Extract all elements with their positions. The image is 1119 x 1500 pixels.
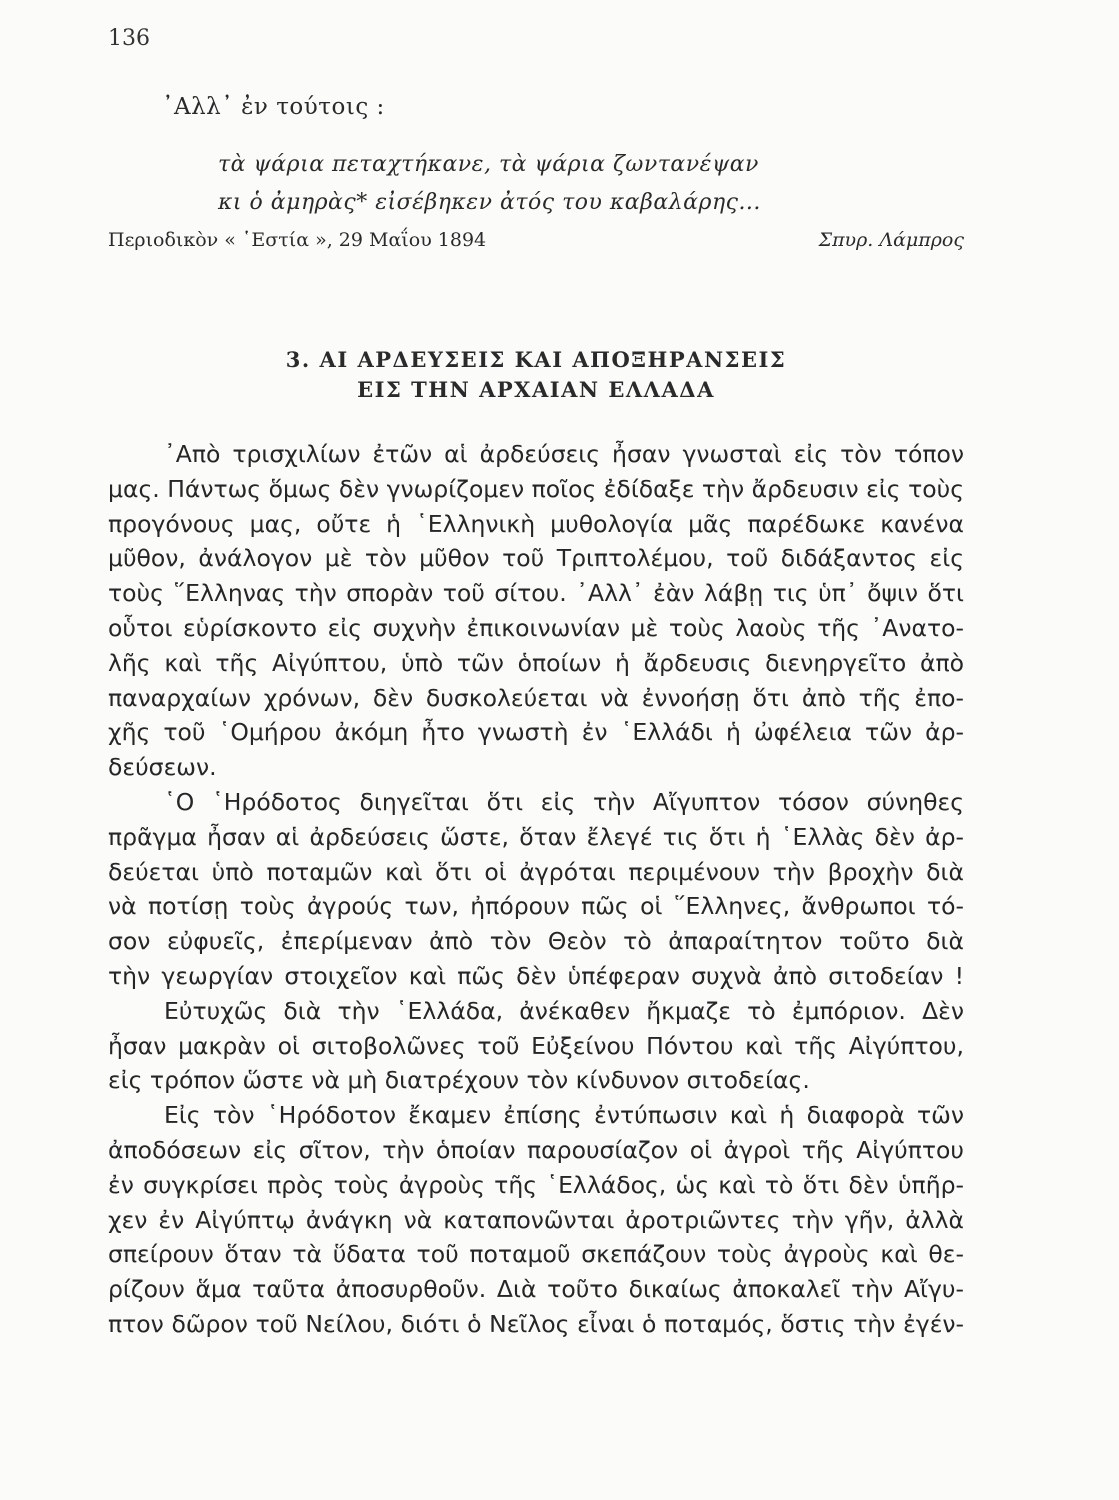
- text-line: πρᾶγμα ἦσαν αἱ ἀρδεύσεις ὥστε, ὅταν ἔλεγέ τις ὅτι ἡ ῾Ελλὰς δὲν ἀρ-: [108, 822, 964, 851]
- text-line: τὴν γεωργίαν στοιχεῖον καὶ πῶς δὲν ὑπέφεραν συχνὰ ἀπὸ σιτοδείαν !: [108, 961, 964, 990]
- text-line: ῾Ο ῾Ηρόδοτος διηγεῖται ὅτι εἰς τὴν Αἴγυπτον τόσον σύνηθες: [164, 787, 964, 816]
- text-line: σον εὐφυεῖς, ἐπερίμεναν ἀπὸ τὸν Θεὸν τὸ ἀπαραίτητον τοῦτο διὰ: [108, 927, 964, 956]
- text-line: ρίζουν ἅμα ταῦτα ἀποσυρθοῦν. Διὰ τοῦτο δικαίως ἀποκαλεῖ τὴν Αἴγυ-: [108, 1275, 964, 1304]
- text-line: ἀποδόσεων εἰς σῖτον, τὴν ὁποίαν παρουσίαζον οἱ ἀγροὶ τῆς Αἰγύπτου: [108, 1135, 964, 1164]
- poem-quote: [218, 146, 761, 222]
- source-citation: Περιοδικὸν « ῾Εστία », 29 Μαΐου 1894: [108, 229, 487, 251]
- text-line: ᾿Απὸ τρισχιλίων ἐτῶν αἱ ἀρδεύσεις ἦσαν γνωσταὶ εἰς τὸν τόπον: [164, 440, 964, 468]
- section-heading-line: 3. ΑΙ ΑΡΔΕΥΣΕΙΣ ΚΑΙ ΑΠΟΞΗΡΑΝΣΕΙΣ: [285, 347, 787, 372]
- source-author: Σπυρ. Λάμπρος: [818, 229, 964, 251]
- poem-line: τὰ ψάρια πεταχτήκανε, τὰ ψάρια ζωντανέψαν: [218, 152, 759, 177]
- section-heading: [108, 345, 964, 405]
- text-line: μας. Πάντως ὅμως δὲν γνωρίζομεν ποῖος ἐδίδαξε τὴν ἄρδευσιν εἰς τοὺς: [108, 474, 964, 503]
- text-line: προγόνους μας, οὔτε ἡ ῾Ελληνικὴ μυθολογία μᾶς παρέδωκε κανένα: [108, 509, 964, 538]
- text-line: παναρχαίων χρόνων, δὲν δυσκολεύεται νὰ ἐννοήσῃ ὅτι ἀπὸ τῆς ἐπο-: [108, 683, 964, 712]
- text-line: λῆς καὶ τῆς Αἰγύπτου, ὑπὸ τῶν ὁποίων ἡ ἄρδευσις διενηργεῖτο ἀπὸ: [108, 648, 964, 677]
- text-line: οὗτοι εὑρίσκοντο εἰς συχνὴν ἐπικοινωνίαν μὲ τοὺς λαοὺς τῆς ᾿Ανατο-: [108, 613, 964, 642]
- poem-line: κι ὁ ἀμηρὰς* εἰσέβηκεν ἀτός του καβαλάρης...: [218, 190, 761, 215]
- text-line: εἰς τρόπον ὥστε νὰ μὴ διατρέχουν τὸν κίνδυνον σιτοδείας.: [108, 1066, 810, 1095]
- page-number: 136: [108, 26, 150, 51]
- text-line: ἦσαν μακρὰν οἱ σιτοβολῶνες τοῦ Εὐξείνου Πόντου καὶ τῆς Αἰγύπτου,: [108, 1031, 964, 1060]
- text-line: σπείρουν ὅταν τὰ ὕδατα τοῦ ποταμοῦ σκεπάζουν τοὺς ἀγροὺς καὶ θε-: [108, 1240, 964, 1269]
- text-line: μῦθον, ἀνάλογον μὲ τὸν μῦθον τοῦ Τριπτολέμου, τοῦ διδάξαντος εἰς: [108, 544, 964, 573]
- text-line: τοὺς ῞Ελληνας τὴν σπορὰν τοῦ σίτου. ᾿Αλλ᾿ ἐὰν λάβῃ τις ὑπ᾿ ὄψιν ὅτι: [108, 579, 964, 608]
- text-line: πτον δῶρον τοῦ Νείλου, διότι ὁ Νεῖλος εἶναι ὁ ποταμός, ὅστις τὴν ἐγέν-: [108, 1309, 964, 1338]
- text-line: ἐν συγκρίσει πρὸς τοὺς ἀγροὺς τῆς ῾Ελλάδος, ὡς καὶ τὸ ὅτι δὲν ὑπῆρ-: [108, 1170, 964, 1199]
- text-line: νὰ ποτίσῃ τοὺς ἀγρούς των, ἠπόρουν πῶς οἱ ῞Ελληνες, ἄνθρωποι τό-: [108, 892, 964, 921]
- text-line: δεύεται ὑπὸ ποταμῶν καὶ ὅτι οἱ ἀγρόται περιμένουν τὴν βροχὴν διὰ: [108, 857, 964, 886]
- text-line: Εὐτυχῶς διὰ τὴν ῾Ελλάδα, ἀνέκαθεν ἤκμαζε τὸ ἐμπόριον. Δὲν: [164, 996, 964, 1025]
- body-text: [108, 437, 964, 1342]
- text-line: χεν ἐν Αἰγύπτῳ ἀνάγκη νὰ καταπονῶνται ἀροτριῶντες τὴν γῆν, ἀλλὰ: [108, 1205, 964, 1234]
- intro-line: ᾿Αλλ᾿ ἐν τούτοις :: [162, 94, 385, 120]
- text-line: δεύσεων.: [108, 753, 217, 782]
- text-line: χῆς τοῦ ῾Ομήρου ἀκόμη ἦτο γνωστὴ ἐν ῾Ελλάδι ἡ ὠφέλεια τῶν ἀρ-: [108, 718, 964, 747]
- text-line: Εἰς τὸν ῾Ηρόδοτον ἔκαμεν ἐπίσης ἐντύπωσιν καὶ ἡ διαφορὰ τῶν: [164, 1101, 964, 1130]
- section-heading-line: ΕΙΣ ΤΗΝ ΑΡΧΑΙΑΝ ΕΛΛΑΔΑ: [357, 377, 715, 402]
- source-attribution: [108, 229, 964, 251]
